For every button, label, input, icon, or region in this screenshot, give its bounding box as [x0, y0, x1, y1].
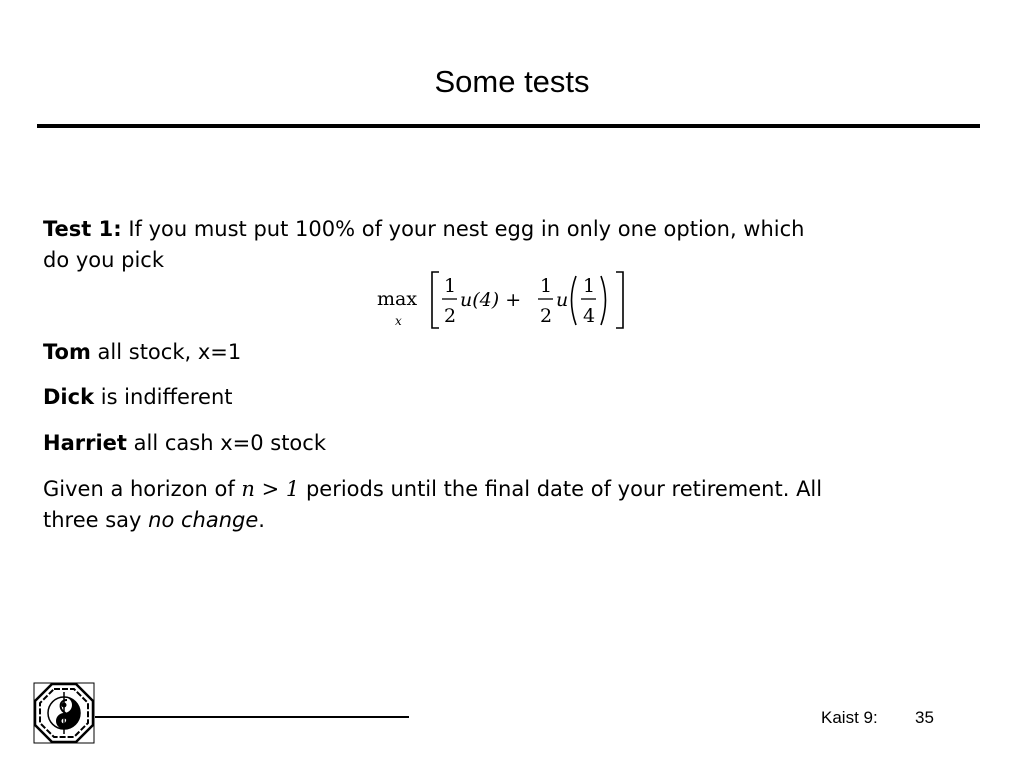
person-text: all stock, x=1	[97, 340, 242, 364]
horizon-before: Given a horizon of	[43, 477, 235, 501]
frac2-numerator: 1	[540, 275, 553, 297]
formula-operator: max	[377, 288, 418, 310]
test1-line1	[43, 214, 973, 245]
horizon-line1	[43, 474, 973, 505]
horizon-math: n > 1	[241, 477, 300, 501]
footer-divider	[95, 716, 409, 718]
left-bracket	[432, 272, 439, 328]
horizon-paragraph	[43, 474, 973, 536]
footer-label: Kaist 9:	[821, 708, 878, 727]
formula-subscript: x	[395, 314, 402, 328]
test1-label: Test 1:	[43, 217, 122, 241]
slide-title: Some tests	[434, 64, 590, 99]
title-divider	[37, 124, 980, 128]
horizon-line2-before: three say	[43, 508, 142, 532]
person-name: Tom	[43, 340, 91, 364]
right-paren	[601, 276, 606, 325]
page-number: 35	[915, 708, 934, 727]
test1-text-line1: If you must put 100% of your nest egg in only one option, which	[128, 217, 805, 241]
horizon-line2	[43, 505, 973, 536]
bagua-yin-yang-logo-icon	[33, 682, 95, 744]
expected-utility-formula	[377, 268, 637, 332]
horizon-after: periods until the final date of your retirement. All	[305, 477, 823, 501]
inner-numerator: 1	[583, 275, 596, 297]
frac2-denominator: 2	[540, 305, 553, 327]
person-name: Harriet	[43, 431, 127, 455]
horizon-line2-after: .	[258, 508, 265, 532]
right-bracket	[616, 272, 623, 328]
test1-paragraph	[43, 214, 973, 276]
dick-line	[43, 382, 973, 413]
person-name: Dick	[43, 385, 95, 409]
harriet-line	[43, 428, 973, 459]
inner-denominator: 4	[583, 305, 596, 327]
formula-term1: u(4) +	[460, 289, 522, 311]
left-paren	[572, 276, 577, 325]
no-change-emphasis: no change	[148, 508, 259, 532]
frac1-denominator: 2	[444, 305, 457, 327]
frac1-numerator: 1	[444, 275, 457, 297]
tom-line	[43, 337, 973, 368]
person-text: is indifferent	[100, 385, 233, 409]
formula-term2: u	[556, 289, 569, 311]
test1-text-line2: do you pick	[43, 248, 164, 272]
person-text: all cash x=0 stock	[133, 431, 326, 455]
